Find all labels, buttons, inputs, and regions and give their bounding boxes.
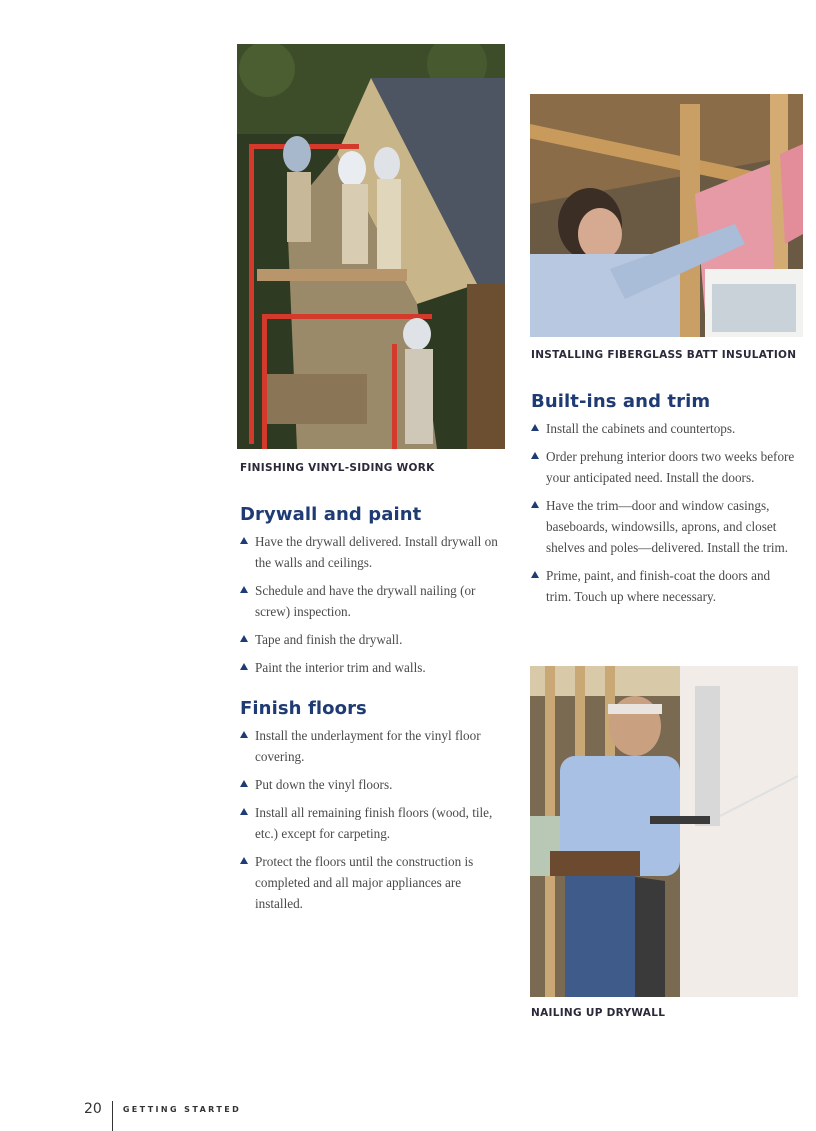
photo-nailing-drywall — [530, 666, 798, 997]
page-number: 20 — [84, 1101, 102, 1117]
photo-vinyl-siding — [237, 44, 505, 449]
list-item: Install all remaining finish floors (wood, tile, etc.) except for carpeting. — [240, 802, 505, 844]
list-finish-floors — [240, 725, 505, 914]
list-item: Install the cabinets and countertops. — [531, 418, 796, 439]
list-drywall-paint — [240, 531, 505, 678]
list-item: Tape and finish the drywall. — [240, 629, 505, 650]
caption-fiberglass-insulation: INSTALLING FIBERGLASS BATT INSULATION — [531, 349, 797, 361]
heading-drywall-paint: Drywall and paint — [240, 504, 422, 525]
photo-fiberglass-insulation — [530, 94, 803, 337]
section-drywall-paint — [240, 504, 505, 685]
list-item: Order prehung interior doors two weeks before your anticipated need. Install the doors. — [531, 446, 796, 488]
triangle-bullet-icon — [240, 780, 248, 787]
section-finish-floors — [240, 698, 505, 921]
triangle-bullet-icon — [240, 635, 248, 642]
list-builtins-trim — [531, 418, 796, 607]
heading-finish-floors: Finish floors — [240, 698, 367, 719]
caption-nailing-drywall: NAILING UP DRYWALL — [531, 1007, 666, 1019]
list-item: Protect the floors until the construction is completed and all major appliances are installed. — [240, 851, 505, 914]
triangle-bullet-icon — [240, 586, 248, 593]
section-builtins-trim — [531, 391, 796, 614]
list-item: Paint the interior trim and walls. — [240, 657, 505, 678]
footer-divider — [112, 1101, 113, 1131]
caption-vinyl-siding: FINISHING VINYL-SIDING WORK — [240, 462, 435, 474]
chapter-title: GETTING STARTED — [122, 1104, 242, 1114]
triangle-bullet-icon — [240, 808, 248, 815]
list-item: Have the drywall delivered. Install drywall on the walls and ceilings. — [240, 531, 505, 573]
list-item: Install the underlayment for the vinyl floor covering. — [240, 725, 505, 767]
heading-builtins-trim: Built-ins and trim — [531, 391, 711, 412]
triangle-bullet-icon — [531, 501, 539, 508]
list-item: Schedule and have the drywall nailing (or screw) inspection. — [240, 580, 505, 622]
list-item: Prime, paint, and finish-coat the doors and trim. Touch up where necessary. — [531, 565, 796, 607]
page-footer — [84, 1094, 241, 1124]
triangle-bullet-icon — [240, 663, 248, 670]
list-item: Put down the vinyl floors. — [240, 774, 505, 795]
list-item: Have the trim—door and window casings, baseboards, windowsills, aprons, and closet shelves and poles—delivered. Install the trim. — [531, 495, 796, 558]
triangle-bullet-icon — [531, 571, 539, 578]
triangle-bullet-icon — [240, 731, 248, 738]
triangle-bullet-icon — [531, 452, 539, 459]
triangle-bullet-icon — [240, 537, 248, 544]
triangle-bullet-icon — [531, 424, 539, 431]
triangle-bullet-icon — [240, 857, 248, 864]
